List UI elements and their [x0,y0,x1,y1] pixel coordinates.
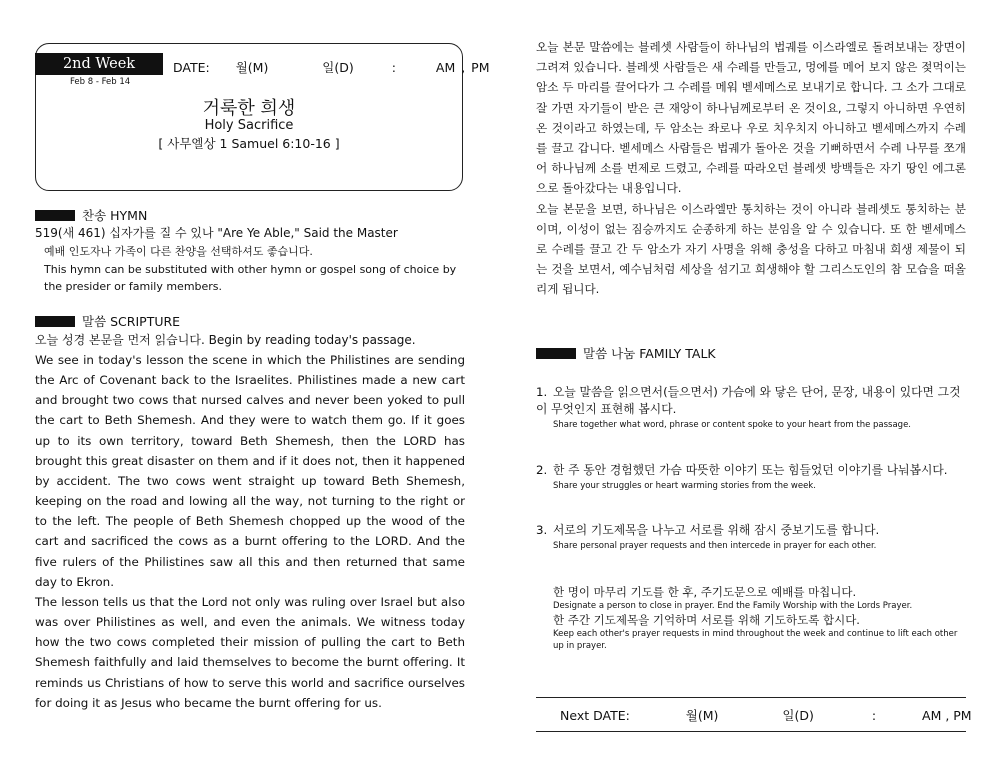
hymn-line3: This hymn can be substituted with other hymn or gospel song of choice by [44,263,457,276]
title-english: Holy Sacrifice [204,118,294,133]
scripture-intro: 오늘 성경 본문을 먼저 읽습니다. Begin by reading today's passage. [35,333,416,347]
hymn-line4: the presider or family members. [44,280,223,293]
date-label: DATE: [173,60,210,75]
talk-english: Share your struggles or heart warming stories from the week. [553,481,816,491]
next-date-line [560,706,972,724]
next-date-top-rule [536,697,966,698]
scripture-reference: [ 사무엘상 1 Samuel 6:10-16 ] [158,136,340,151]
date-colon: : [391,60,396,75]
heading-bar [536,348,576,359]
hymn-line1: 519(새 461) 십자가를 질 수 있나 "Are Ye Able," Said the Master [35,226,398,240]
heading-bar [35,210,75,221]
week-range: Feb 8 - Feb 14 [70,77,131,87]
next-date-month: 월(M) [685,708,719,723]
talk-number: 2. [536,463,548,477]
hymn-line2: 예배 인도자나 가족이 다른 찬양을 선택하셔도 좋습니다. [44,245,313,258]
next-date-bottom-rule [536,731,966,732]
talk-item-1 [536,384,966,432]
talk-number: 3. [536,523,548,537]
talk-korean: 서로의 기도제목을 나누고 서로를 위해 잠시 중보기도를 합니다. [553,523,880,537]
date-day: 일(D) [322,60,354,75]
family-talk-heading-text: 말씀 나눔 FAMILY TALK [583,346,716,361]
talk-korean: 한 주 동안 경험했던 가슴 따뜻한 이야기 또는 힘들었던 이야기를 나눠봅시다. [553,463,948,477]
title-korean: 거룩한 희생 [202,98,296,119]
hymn-heading-text: 찬송 HYMN [82,208,148,223]
korean-paragraph-1: 오늘 본문 말씀에는 블레셋 사람들이 하나님의 법궤를 이스라엘로 돌려보내는 장면이 그려져 있습니다. 블레셋 사람들은 새 수레를 만들고, 멍에를 메어 보지 않은 젖먹이는 암소 두 마리를 끌어다가 그 수레를 메워 벧세메스로 보내기로 합니다. 그 소가 그대로 잘 가면 자기들이 받은 큰 재앙이 하나님께로부터 온 것이요, 그렇지 아니하면 우연히 온 것이라고 하였는데, 두 암소는 좌로나 우로 치우치지 아니하고 벧세메스까지 수레를 끌고 갑니다. 벧세메스 사람들은 법궤가 돌아온 것을 기뻐하면서 수레 나무를 쪼개어 하나님께 소를 번제로 드렸고, 수레를 따라오던 블레셋 방백들은 자기 땅인 에그론으로 돌아갔다는 내용입니다. [536,40,966,196]
korean-message [536,37,966,300]
date-ampm: AM , PM [435,60,490,75]
scripture-paragraph-2: The lesson tells us that the Lord not only was ruling over Israel but also was over Philistines as well, and even the animals. We witness today how the two cows completed their mission of pulling the cart to Beth Shemesh faithfully and laid themselves to become the burnt offering. It reminds us Christians of how to serve this world and sacrifice ourselves for doing it as Jesus who became the burnt offering for us. [35,595,465,710]
closing-korean-1: 한 명이 마무리 기도를 한 후, 주기도문으로 예배를 마칩니다. [553,585,857,599]
next-date-ampm: AM , PM [922,708,972,723]
talk-english: Share personal prayer requests and then intercede in prayer for each other. [553,541,877,551]
next-date-colon: : [871,708,877,723]
next-date-day: 일(D) [782,708,814,723]
hymn-heading [35,206,147,224]
closing-korean-2: 한 주간 기도제목을 기억하며 서로를 위해 기도하도록 합시다. [553,613,860,627]
closing-instructions [553,584,965,652]
scripture-heading [35,312,180,330]
date-month: 월(M) [235,60,269,75]
heading-bar [35,316,75,327]
week-label: 2nd Week [35,53,163,75]
scripture-paragraph-1: We see in today's lesson the scene in which the Philistines are sending the Arc of Covenant back to the Israelites. Philistines made a new cart and brought two cows that nursed calves and never been yoked to pull the cart to Beth Shemesh. And they were to watch them go. If it goes up to its own territory, toward Beth Shemesh, then the LORD has brought this great disaster on them and if it does not, then it happened by accident. The two cows went straight up toward Beth Shemesh, keeping on the road and lowing all the way, not turning to the right or to the left. The people of Beth Shemesh chopped up the wood of the cart and sacrificed the cows as a burnt offering to the LORD. And the five rulers of the Philistines saw all this and then returned that same day to Ekron. [35,353,465,589]
closing-english-1: Designate a person to close in prayer. End the Family Worship with the Lords Prayer. [553,601,913,611]
closing-english-2: Keep each other's prayer requests in mind throughout the week and continue to lift each other up in prayer. [553,629,958,651]
family-talk-heading [536,344,716,362]
talk-korean: 오늘 말씀을 읽으면서(들으면서) 가슴에 와 닿은 단어, 문장, 내용이 있다면 그것이 무엇인지 표현해 봅시다. [536,385,961,416]
talk-item-3 [536,522,966,553]
scripture-heading-text: 말씀 SCRIPTURE [82,314,181,329]
korean-paragraph-2: 오늘 본문을 보면, 하나님은 이스라엘만 통치하는 것이 아니라 블레셋도 통치하는 분이며, 이성이 없는 짐승까지도 순종하게 하는 분임을 알 수 있습니다. 또 한 벧세메스로 수레를 끌고 간 두 암소가 자기 사명을 위해 충성을 다하고 마침내 희생 제물이 되는 것을 보면서, 예수님처럼 세상을 섬기고 희생해야 할 그리스도인의 참 모습을 떠올리게 됩니다. [536,201,966,297]
talk-item-2 [536,462,966,493]
date-line [173,58,490,76]
talk-number: 1. [536,385,548,399]
talk-english: Share together what word, phrase or content spoke to your heart from the passage. [553,420,912,430]
next-date-label: Next DATE: [560,708,630,723]
